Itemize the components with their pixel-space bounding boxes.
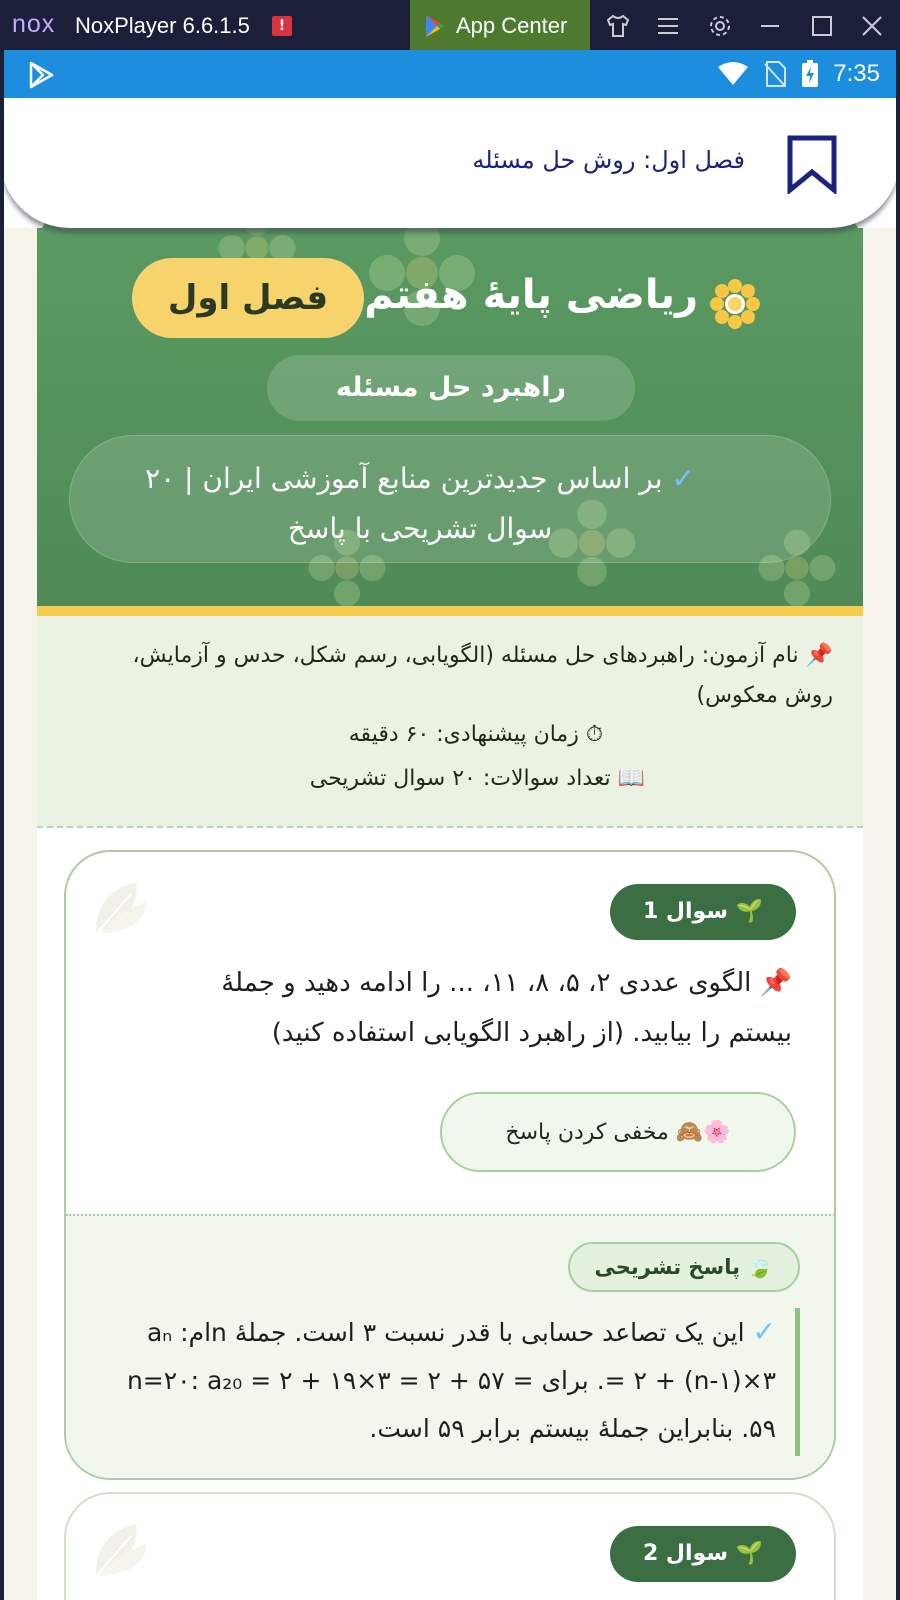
app-center-button[interactable] xyxy=(410,0,590,50)
answer-label: 🍃 پاسخ تشریحی xyxy=(568,1242,800,1292)
battery-charging-icon xyxy=(801,60,819,88)
question-number-badge: 🌱 سوال 2 xyxy=(610,1526,796,1582)
page-title: فصل اول: روش حل مسئله xyxy=(472,146,745,174)
answer-accent-bar xyxy=(795,1308,800,1456)
exam-name: 📌 نام آزمون: راهبردهای حل مسئله (الگویابی، رسم شکل، حدس و آزمایش، روش معکوس) xyxy=(132,643,833,708)
bookmark-icon[interactable] xyxy=(786,134,838,194)
exam-question-count: 📖 تعداد سوالات: ۲۰ سوال تشریحی xyxy=(309,766,645,791)
info-label: بر اساس جدیدترین منابع آموزشی ایران | ۲۰ سوال تشریحی با پاسخ xyxy=(145,462,663,545)
sunflower-icon xyxy=(709,278,761,330)
app-center-label: App Center xyxy=(456,13,568,38)
question-card xyxy=(64,1492,836,1600)
minimize-icon[interactable] xyxy=(756,12,784,40)
checkmark-icon: ✓ xyxy=(671,462,695,495)
emulator-title-bar xyxy=(0,0,900,50)
exam-info-panel xyxy=(37,616,863,828)
maximize-icon[interactable] xyxy=(808,12,836,40)
question-number-badge: 🌱 سوال 1 xyxy=(610,884,796,940)
chapter-badge: فصل اول xyxy=(132,258,364,338)
close-icon[interactable] xyxy=(858,12,886,40)
menu-icon[interactable] xyxy=(654,12,682,40)
hero-card xyxy=(37,228,863,606)
play-store-icon xyxy=(424,14,446,38)
wifi-icon xyxy=(717,61,749,87)
theme-shirt-icon[interactable] xyxy=(604,12,632,40)
screen-frame-left xyxy=(0,50,4,1600)
checkmark-icon: ✓ xyxy=(752,1315,776,1348)
emulator-title: NoxPlayer 6.6.1.5 xyxy=(75,13,250,38)
nox-logo: nox xyxy=(12,10,56,38)
no-sim-icon xyxy=(763,60,787,88)
info-text xyxy=(120,454,720,554)
alert-badge[interactable]: ! xyxy=(272,16,292,36)
leaf-decoration-icon xyxy=(86,1514,156,1584)
hero-accent-line xyxy=(37,606,863,616)
play-store-icon xyxy=(26,60,56,90)
android-status-bar xyxy=(0,50,900,98)
hero-title-row xyxy=(37,258,863,338)
settings-gear-icon[interactable] xyxy=(706,12,734,40)
info-pill xyxy=(69,435,831,563)
answer-text xyxy=(126,1308,776,1453)
question-card xyxy=(64,850,836,1480)
leaf-decoration-icon xyxy=(86,872,156,942)
question-text: 📌 الگوی عددی ۲، ۵، ۸، ۱۱، ... را ادامه دهید و جملهٔ بیستم را بیابید. (از راهبرد الگویابی استفاده کنید) xyxy=(221,968,792,1048)
subtitle-pill: راهبرد حل مسئله xyxy=(267,355,635,421)
app-header xyxy=(0,98,900,228)
status-time: 7:35 xyxy=(833,60,880,87)
hero-title: ریاضی پایهٔ هفتم xyxy=(364,272,698,318)
exam-time: ⏱ زمان پیشنهادی: ۶۰ دقیقه xyxy=(348,722,603,747)
answer-body: این یک تصاعد حسابی با قدر نسبت ۳ است. جملهٔ nام: aₙ = ۲ + (n-۱)×۳. برای n=۲۰: a₂₀ = ۲ + ۱۹×۳ = ۲ + ۵۷ = ۵۹. بنابراین جملهٔ بیستم برابر ۵۹ است. xyxy=(126,1318,776,1443)
hide-answer-button[interactable]: 🌸🙈 مخفی کردن پاسخ xyxy=(440,1092,796,1172)
screen-frame-right xyxy=(896,50,900,1600)
answer-section xyxy=(66,1214,836,1480)
